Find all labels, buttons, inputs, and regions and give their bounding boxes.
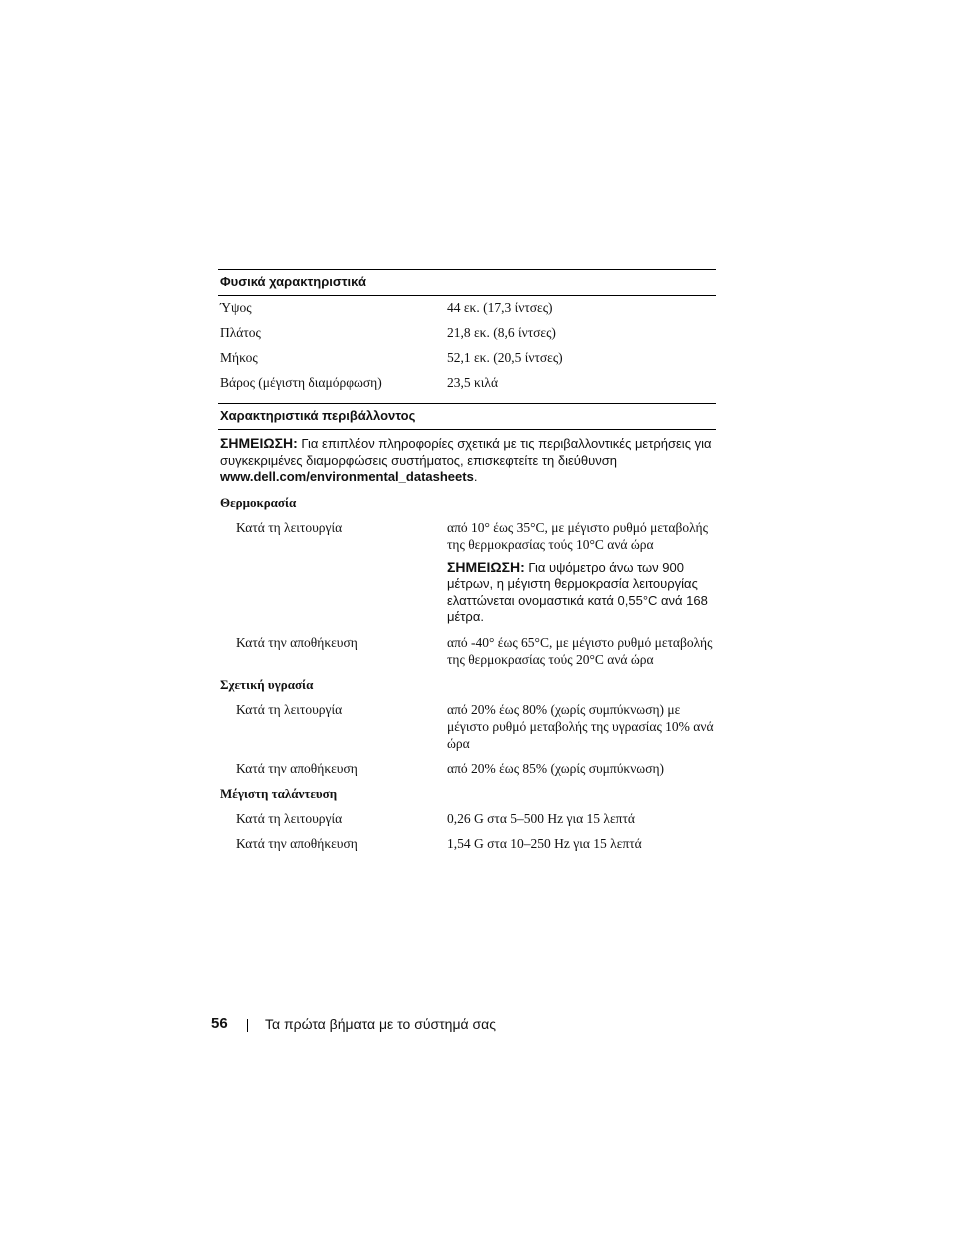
note-end: .: [473, 469, 478, 484]
datasheets-link[interactable]: www.dell.com/environmental_datasheets: [220, 469, 474, 484]
spec-value: 0,26 G στα 5–500 Hz για 15 λεπτά: [447, 810, 635, 826]
spec-label: Κατά την αποθήκευση: [236, 634, 358, 650]
environmental-note: [218, 430, 716, 486]
spec-value: 1,54 G στα 10–250 Hz για 15 λεπτά: [447, 835, 642, 851]
vibration-heading: Μέγιστη ταλάντευση: [220, 785, 338, 801]
spec-label: Κατά τη λειτουργία: [236, 519, 343, 535]
spec-label: Ύψος: [220, 300, 252, 315]
spec-value: 21,8 εκ. (8,6 ίντσες): [447, 325, 556, 340]
temperature-operating-row: [218, 519, 716, 626]
environmental-section-heading: Χαρακτηριστικά περιβάλλοντος: [218, 403, 716, 430]
spec-label: Κατά την αποθήκευση: [236, 760, 358, 776]
spec-label: Κατά τη λειτουργία: [236, 810, 343, 826]
specifications-table: [218, 269, 716, 852]
physical-section-heading: Φυσικά χαρακτηριστικά: [218, 269, 716, 296]
spec-label: Βάρος (μέγιστη διαμόρφωση): [220, 375, 382, 390]
spec-label: Μήκος: [220, 350, 258, 365]
altitude-note: [447, 559, 716, 626]
note-label: ΣΗΜΕΙΩΣΗ:: [447, 558, 525, 575]
spec-row-width: [218, 324, 716, 341]
spec-row-weight: [218, 374, 716, 391]
spec-row-height: [218, 299, 716, 316]
note-text: Για επιπλέον πληροφορίες σχετικά με τις περιβαλλοντικές μετρήσεις για συγκεκριμένες διαμορφώσεις συστήματος, επισκεφτείτε τη διεύθυνση: [220, 436, 712, 468]
vibration-operating-row: [218, 810, 716, 827]
spec-value: από 20% έως 85% (χωρίς συμπύκνωση): [447, 760, 665, 776]
spec-row-depth: [218, 349, 716, 366]
humidity-storage-row: [218, 760, 716, 777]
humidity-heading: Σχετική υγρασία: [220, 676, 314, 692]
humidity-operating-row: [218, 701, 716, 752]
page-number: 56: [211, 1015, 228, 1032]
note-text: Για υψόμετρο άνω των 900 μέτρων, η μέγιστη θερμοκρασία λειτουργίας ελαττώνεται ονομαστικά κατά 0,55°C ανά 168 μέτρα.: [447, 559, 708, 624]
spec-value: από 20% έως 80% (χωρίς συμπύκνωση) με μέγιστο ρυθμό μεταβολής της υγρασίας 10% ανά ώρα: [447, 701, 714, 751]
temperature-heading: Θερμοκρασία: [220, 494, 297, 510]
spec-value: 44 εκ. (17,3 ίντσες): [447, 300, 553, 315]
footer-separator: [247, 1019, 248, 1032]
spec-value: από 10° έως 35°C, με μέγιστο ρυθμό μεταβολής της θερμοκρασίας τούς 10°C ανά ώρα: [447, 519, 708, 552]
temperature-storage-row: [218, 634, 716, 668]
spec-label: Κατά την αποθήκευση: [236, 835, 358, 851]
spec-value: 23,5 κιλά: [447, 375, 499, 390]
vibration-storage-row: [218, 835, 716, 852]
footer-title: Τα πρώτα βήματα με το σύστημά σας: [265, 1016, 496, 1032]
spec-value: 52,1 εκ. (20,5 ίντσες): [447, 350, 563, 365]
spec-value: από -40° έως 65°C, με μέγιστο ρυθμό μεταβολής της θερμοκρασίας τούς 20°C ανά ώρα: [447, 634, 713, 667]
spec-label: Πλάτος: [220, 325, 261, 340]
spec-label: Κατά τη λειτουργία: [236, 701, 343, 717]
note-label: ΣΗΜΕΙΩΣΗ:: [220, 435, 298, 451]
